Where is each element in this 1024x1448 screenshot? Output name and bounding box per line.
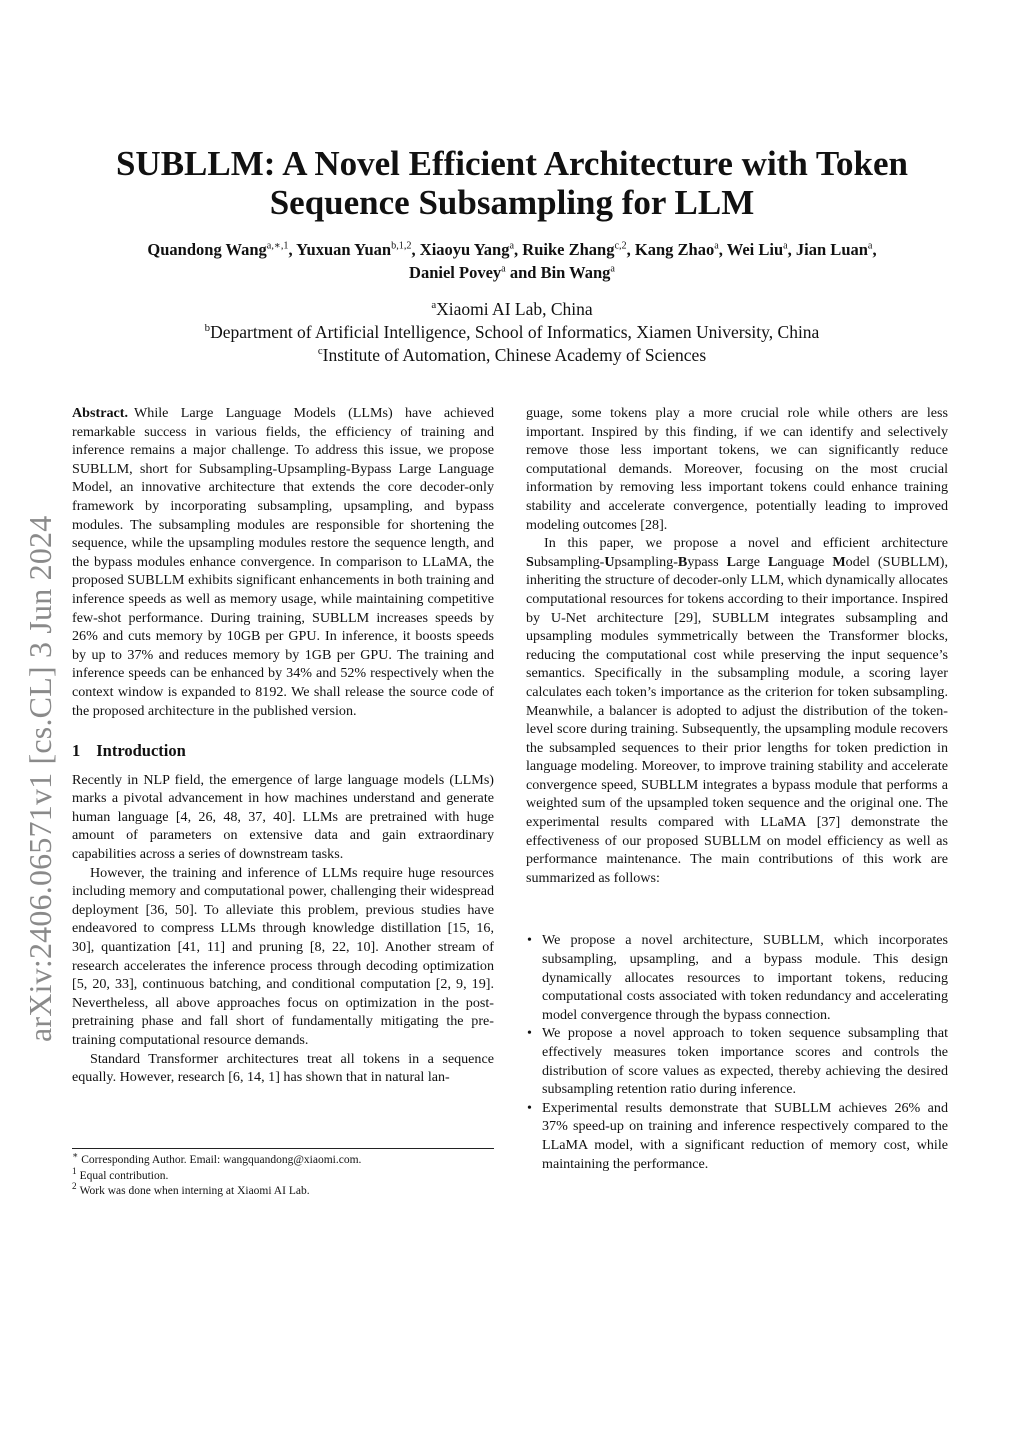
footnote-text: Work was done when interning at Xiaomi AI Lab. (79, 1185, 310, 1197)
section-title: Introduction (96, 741, 186, 761)
author-separator: , (288, 240, 297, 259)
bullet-icon: • (527, 1099, 532, 1116)
body-paragraph: However, the training and inference of LLMs require huge resources including memory and computational power, challenging their widespread deployment [36, 50]. To alleviate this problem, previous studies have endeavored to compress LLMs through knowledge distillation [15, 16, 30], quantization [41, 11] and pruning [8, 22, 10]. Another stream of research accelerates the inference process through decoding optimization [5, 20, 33], continuous batching, and conditional computation [2, 9, 19]. Nevertheless, all above approaches focus on optimization in the post-pretraining phase and fall short of fundamentally mitigating the pre-training computational resource demands. (72, 864, 494, 1048)
footnote-mark: 1 (72, 1165, 77, 1176)
list-item-text: We propose a novel approach to token sequence subsampling that effectively measures token importance scores and controls the distribution of score values as expected, thereby achieving the desired subsampling retention ratio during inference. (542, 1025, 948, 1098)
paragraph-body: (SUBLLM), inheriting the structure of decoder-only LLM, which dynamically allocates computational resources for tokens according to their importance. Inspired by U-Net architecture [29], SUBLLM integrates subsampling and upsampling modules symmetrically between the Transformer blocks, reducing the computational cost while preserving the input sequence’s semantics. Specifically in the subsampling module, a scoring layer calculates each token’s importance as the criterion for token subsampling. Meanwhile, a balancer is adopted to adjust the distribution of the token-level score during training. Subsequently, the upsampling module recovers the subsampled sequences to their prior lengths for token prediction in language modeling. Moreover, to improve training stability and accelerate convergence speed, SUBLLM integrates a bypass module that performs a weighted sum of the upsampled token sequence and the original one. The experimental results compared with LLaMA [37] demonstrate the effectiveness of our proposed SUBLLM on model efficiency as well as performance maintenance. The main contributions of this work are summarized as follows: (526, 553, 949, 886)
affiliation-text: Department of Artificial Intelligence, School of Informatics, Xiamen University, China (210, 322, 820, 342)
affiliation-text: Xiaomi AI Lab, China (436, 299, 593, 319)
affiliation (60, 298, 964, 321)
author-name: Kang Zhao (634, 240, 715, 259)
author-name: Quandong Wang (147, 240, 267, 259)
author-name: Bin Wang (540, 263, 611, 282)
author-affil-mark: a (783, 240, 788, 252)
author (522, 240, 635, 259)
acronym-letter: L (726, 553, 737, 570)
author-affil-mark: a (714, 240, 719, 252)
body-paragraph: guage, some tokens play a more crucial role while others are less important. Inspired by this finding, if we can identify and selectively remove those less important tokens, we can significantly reduce computational demands. Moreover, focusing on the most crucial information by removing less important tokens could enhance training stability and accelerate convergence, potentially leading to improved modeling outcomes [28]. (526, 405, 948, 533)
footnote-text: Corresponding Author. Email: wangquandong@xiaomi.com. (81, 1154, 362, 1166)
author-separator: , (718, 240, 727, 259)
acronym-word: anguage (777, 553, 833, 570)
author-name: Wei Liu (726, 240, 784, 259)
acronym-letter: M (832, 553, 846, 570)
footnote-mark: 2 (72, 1181, 77, 1192)
footnote (72, 1165, 494, 1185)
list-item (526, 931, 948, 1024)
acronym-letter: L (768, 553, 778, 570)
section-number: 1 (72, 741, 81, 761)
body-paragraph (526, 534, 948, 887)
author-name: Jian Luan (795, 240, 868, 259)
section-heading-introduction (72, 742, 494, 761)
author-list (70, 238, 954, 284)
acronym-word: ypass (687, 553, 727, 570)
author (147, 240, 296, 259)
abstract-text: While Large Language Models (LLMs) have achieved remarkable success in various fields, the efficiency of training and inference remains a major challenge. To address this issue, we propose SUBLLM, short for Subsampling-Upsampling-Bypass Large Language Model, an innovative architecture that extends the core decoder-only framework by incorporating subsampling, upsampling, and bypass modules. The subsampling modules are responsible for shortening the sequence, while the upsampling modules restore the sequence length, and the bypass modules enhance convergence. In comparison to LLaMA, the proposed SUBLLM exhibits significant enhancements in both training and inference speeds as well as memory usage, while maintaining competitive few-shot performance. During training, SUBLLM increases speeds by 26% and cuts memory by 10GB per GPU. In inference, it boosts speeds by up to 37% and reduces memory by 1GB per GPU. The training and inference speeds can be enhanced by 34% and 52% respectively when the context window is expanded to 8192. We shall release the source code of the proposed architecture in the published version. (72, 405, 494, 719)
acronym-word: psampling- (614, 553, 678, 570)
bullet-icon: • (527, 1025, 532, 1042)
abstract (72, 404, 494, 720)
author-name: Daniel Povey (409, 263, 502, 282)
author (796, 240, 877, 259)
affiliation-mark: c (317, 345, 323, 358)
author-name: Ruike Zhang (522, 240, 615, 259)
paper-title: SUBLLM: A Novel Efficient Architecture with Token Sequence Subsampling for LLM (115, 144, 909, 222)
author-affil-mark: a (867, 240, 873, 252)
author (727, 240, 796, 259)
list-item-text: Experimental results demonstrate that SUBLLM achieves 26% and 37% speed-up on training and inference respectively compared to the LLaMA model, with a significant reduction of memory cost, while maintaining the performance. (542, 1099, 948, 1172)
acronym-word: arge (736, 553, 769, 570)
acronym-letter: S (526, 553, 534, 570)
model-acronym-expansion (526, 554, 870, 570)
bullet-icon: • (527, 932, 532, 949)
author-separator: , (872, 240, 877, 259)
author-separator: , (411, 240, 420, 259)
footnote (72, 1181, 494, 1200)
body-paragraph: Recently in NLP field, the emergence of large language models (LLMs) marks a pivotal advancement in how machines understand and generate human language [4, 26, 48, 37, 40]. LLMs are pretrained with huge amount of parameters on extensive data and gain extraordinary capabilities across a series of downstream tasks. (72, 771, 494, 863)
acronym-word: ubsampling- (533, 553, 605, 570)
author-affil-mark: a (509, 240, 515, 252)
author-separator: , (626, 240, 635, 259)
author (541, 263, 615, 282)
left-column (72, 404, 494, 1087)
list-item-text: We propose a novel architecture, SUBLLM, which incorporates subsampling, upsampling, and a bypass module. This design dynamically allocates resources to important tokens, reducing computational costs associated with token redundancy and accelerating model convergence through the bypass connection. (542, 932, 948, 1023)
author-affil-mark: a (610, 263, 615, 275)
contributions-list (526, 931, 948, 1173)
affiliation-mark: a (431, 299, 437, 312)
affiliation (60, 344, 964, 367)
affiliation-text: Institute of Automation, Chinese Academy of Sciences (322, 345, 707, 365)
affiliation-mark: b (204, 322, 211, 335)
author (635, 240, 727, 259)
acronym-letter: B (677, 553, 688, 570)
author-separator: , (787, 240, 796, 259)
footnote (72, 1150, 494, 1169)
author-affil-mark: c,2 (614, 240, 627, 252)
affiliation-list (60, 298, 964, 367)
author (420, 240, 523, 259)
body-paragraph: Standard Transformer architectures treat all tokens in a sequence equally. However, research [6, 14, 1] has shown that in natural lan- (72, 1050, 494, 1086)
author-separator: and (505, 263, 541, 282)
list-item (526, 1024, 948, 1098)
arxiv-identifier: arXiv:2406.06571v1 [cs.CL] 3 Jun 2024 (22, 515, 58, 1042)
footnote-rule (72, 1148, 494, 1149)
footnote-text: Equal contribution. (79, 1169, 169, 1182)
author-name: Xiaoyu Yang (419, 240, 510, 259)
list-item (526, 1099, 948, 1173)
right-column (526, 404, 948, 1173)
acronym-word: odel (845, 553, 870, 570)
author-name: Yuxuan Yuan (296, 240, 392, 259)
author-affil-mark: a (501, 263, 506, 275)
acronym-letter: U (604, 553, 615, 570)
author-affil-mark: b,1,2 (391, 240, 412, 252)
author-affil-mark: a,∗,1 (266, 240, 289, 252)
affiliation (60, 321, 964, 344)
author (296, 240, 420, 259)
author-separator: , (514, 240, 523, 259)
paragraph-lead: In this paper, we propose a novel and efficient architecture (544, 535, 948, 552)
footnotes (72, 1148, 494, 1200)
footnote-mark: ∗ (72, 1150, 79, 1161)
abstract-label: Abstract. (72, 405, 128, 421)
author (409, 263, 541, 282)
